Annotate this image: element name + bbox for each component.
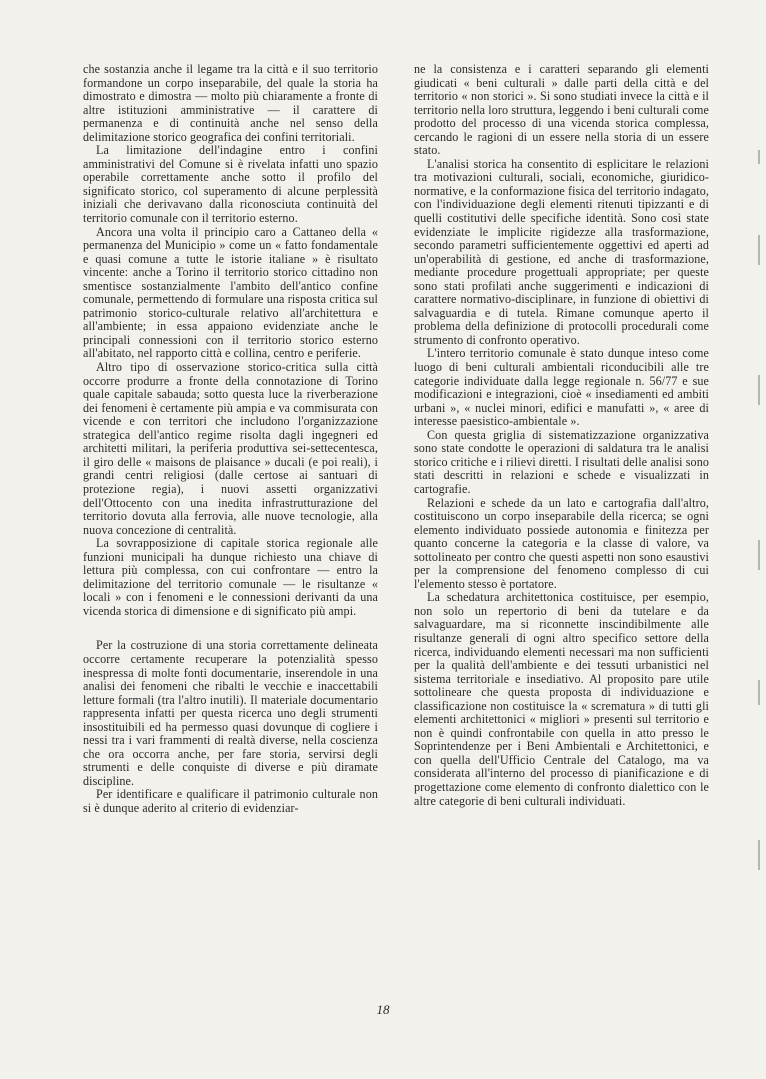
- scan-artifact: [758, 150, 760, 164]
- scan-artifact: [758, 540, 760, 570]
- scan-artifact: [758, 840, 760, 870]
- paragraph: La schedatura architettonica costituisce, per esempio, non solo un repertorio di beni da tutelare e da salvaguardare, ma si riconnette inscindibilmente alle risultanze generali di ogni altro specifico settore della ricerca, individuando elementi necessari ma non sufficienti per la qualità dell'ambiente e dei tessuti urbanistici nel sistema territoriale e insediativo. Al proposito pare utile sottolineare che questa proposta di individuazione e classificazione non costituisce la « scrematura » di tutti gli elementi architettonici « migliori » presenti sul territorio e non è quindi confrontabile con quella in atto presso le Soprintendenze per i Beni Ambientali e Architettonici, e con quella dell'Ufficio Centrale del Catalogo, ma va considerata all'interno del processo di pianificazione e di progettazione come elemento di confronto dialettico con le altre categorie di beni culturali individuati.: [414, 590, 709, 808]
- paragraph: L'intero territorio comunale è stato dunque inteso come luogo di beni culturali ambientali riconducibili alle tre categorie individuate dalla legge regionale n. 56/77 e sue modificazioni e integrazioni, cioè « insediamenti ed ambiti urbani », « nuclei minori, edifici e manufatti », « aree di interesse paesistico-ambientale ».: [414, 346, 709, 429]
- scan-artifact: [758, 375, 760, 405]
- scan-artifact: [758, 680, 760, 705]
- paragraph: Per identificare e qualificare il patrimonio culturale non si è dunque aderito al criterio di evidenziar-: [83, 787, 378, 815]
- left-text-column: [83, 63, 378, 816]
- paragraph: La sovrapposizione di capitale storica regionale alle funzioni municipali ha dunque richiesto una chiave di lettura più complessa, con cui confrontare — entro la delimitazione del territorio comunale — le risultanze « locali » con i fenomeni e le connessioni derivanti da una vicenda storica di dimensione e di significato più ampi.: [83, 536, 378, 618]
- paragraph: ne la consistenza e i caratteri separando gli elementi giudicati « beni culturali » dalle parti della città e del territorio « non storici ». Si sono studiati invece la città e il territorio nella loro struttura, leggendo i beni culturali come prodotto del processo di una vicenda storica complessa, cercando le ragioni di un essere nella storia di un essere stato.: [414, 62, 709, 158]
- page-number: 18: [376, 1002, 390, 1017]
- paragraph: Per la costruzione di una storia correttamente delineata occorre certamente recuperare la potenzialità spesso inespressa di molte fonti documentarie, inserendole in una analisi dei fenomeni che ribalti le vecchie e inaccettabili letture formali (tra l'altro inutili). Il materiale documentario rappresenta infatti per questa ricerca uno degli strumenti insostituibili ed ha permesso quasi dovunque di cogliere i nessi tra i vari frammenti di realtà diverse, nella coscienza che ora occorra anche, per fare storia, servirsi degli strumenti e delle conquiste di diverse e più diramate discipline.: [83, 638, 378, 788]
- paragraph: Con questa griglia di sistematizzazione organizzativa sono state condotte le operazioni di saldatura tra le analisi storico critiche e i rilievi diretti. I risultati delle analisi sono stati descritti in relazioni e schede e visualizzati in cartografie.: [414, 427, 709, 496]
- section-gap: [83, 618, 378, 639]
- paragraph: Altro tipo di osservazione storico-critica sulla città occorre produrre a fronte della connotazione di Torino quale capitale sabauda; sotto questa luce la riverberazione dei fenomeni è certamente più ampia e va commisurata con vicende e con territori che includono l'organizzazione strategica dell'antico regime risolta dagli ingegneri ed architetti militari, la periferia produttiva sei-settecentesca, il giro delle « maisons de plaisance » ducali (e poi reali), i grandi centri religiosi (dalle certose ai santuari di protezione regia), i nuovi assetti organizzativi dell'Ottocento con una inedita infrastrutturazione del territorio dovuta alla ferrovia, alle nuove tecnologie, alla nuova concezione di centralità.: [83, 360, 378, 537]
- scan-artifact: [758, 235, 760, 265]
- paragraph: La limitazione dell'indagine entro i confini amministrativi del Comune si è rivelata infatti uno spazio operabile correttamente anche sotto il profilo del significato storico, col superamento di alcune perplessità iniziali che derivavano dalla riconosciuta continuità del territorio comunale con il territorio esterno.: [83, 143, 378, 226]
- paragraph: Ancora una volta il principio caro a Cattaneo della « permanenza del Municipio » come un « fatto fondamentale e quasi comune a tutte le istorie italiane » è risultato vincente: anche a Torino il territorio storico cittadino non smentisce sostanzialmente l'ambito dell'antico confine comunale, permettendo di formulare una risposta critica sul patrimonio storico-culturale relativo all'architettura e all'ambiente; in essa appaiono evidenziate anche le principali connessioni con il territorio storico esterno all'abitato, nel rapporto città e collina, centro e periferie.: [83, 224, 378, 361]
- paragraph: L'analisi storica ha consentito di esplicitare le relazioni tra motivazioni culturali, sociali, economiche, giuridico-normative, e la conformazione fisica del territorio indagato, con l'individuazione degli elementi ritenuti tipizzanti e di quelli costitutivi delle specifiche identità. Sono così state evidenziate le implicite rigidezze alla trasformazione, secondo parametri sufficientemente oggettivi ed aperti ad un'operabilità di gestione, ed anche di trasformazione, mediante procedure progettuali appropriate; per queste sono stati profilati anche suggerimenti e indicazioni di carattere normativo-disciplinare, in funzione di obiettivi di salvaguardia e di tutela. Rimane comunque aperto il problema della definizione di protocolli procedurali come strumento di confronto operativo.: [414, 156, 709, 347]
- paragraph: che sostanzia anche il legame tra la città e il suo territorio formandone un corpo inseparabile, del quale la storia ha dimostrato e dimostra — molto più chiaramente a fronte di altre istituzioni amministrative — il carattere di permanenza e di continuità anche nel senso della delimitazione storico geografica dei confini territoriali.: [83, 62, 378, 144]
- paragraph: Relazioni e schede da un lato e cartografia dall'altro, costituiscono un corpo inseparabile della ricerca; se ogni elemento individuato possiede autonomia e finitezza per quanto concerne la categoria e la classe di valore, va sottolineato per contro che questi aspetti non sono esaustivi per la comprensione del fenomeno complesso di cui l'elemento stesso è portatore.: [414, 495, 709, 591]
- right-text-column: [414, 63, 709, 808]
